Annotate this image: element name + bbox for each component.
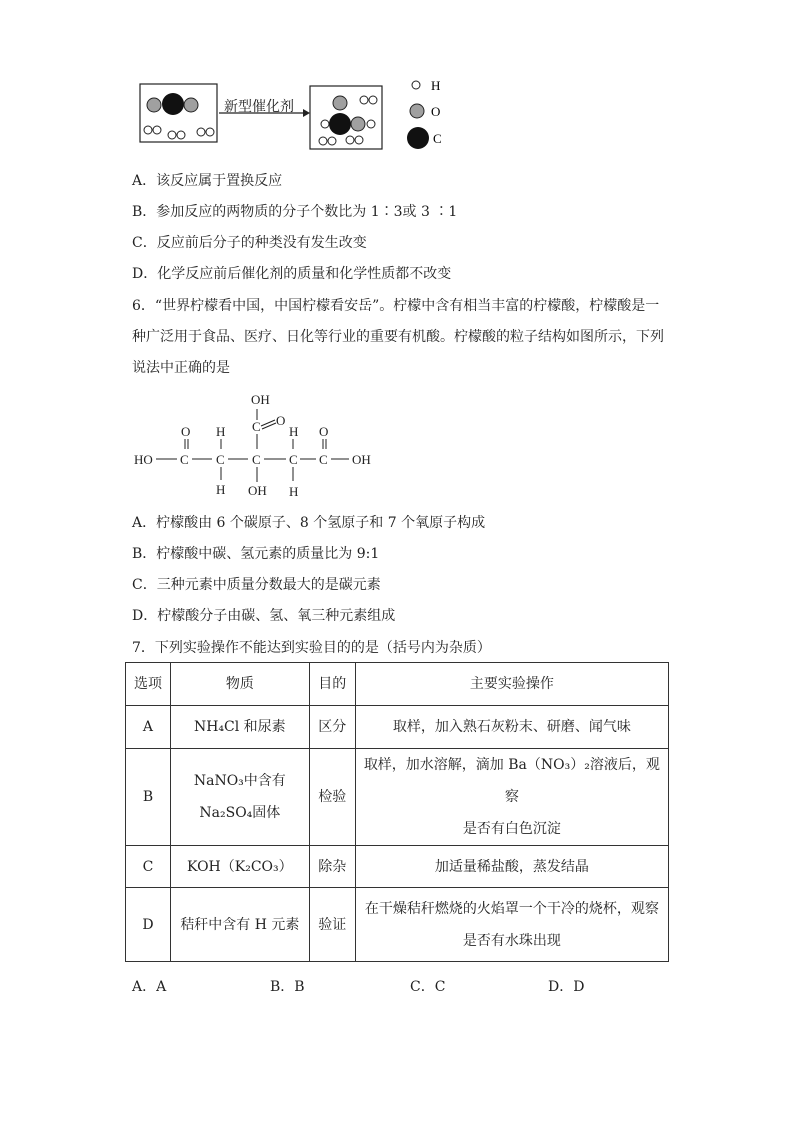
carbon-1: C xyxy=(180,452,189,467)
row-b-operation xyxy=(355,749,668,846)
h-right-bottom: H xyxy=(289,484,299,499)
row-d-operation-line1: 在干燥秸秆燃烧的火焰罩一个干冷的烧杯，观察 xyxy=(364,900,659,917)
carbon-2: C xyxy=(216,452,225,467)
row-d-option: D xyxy=(126,888,171,962)
row-b-option: B xyxy=(126,749,171,846)
h-right-top: H xyxy=(289,424,299,439)
q7-answer-b: B．B xyxy=(270,979,305,995)
q7-answer-c: C．C xyxy=(410,979,446,995)
reaction-diagram xyxy=(135,76,465,156)
q6-stem-line1: 6．“世界柠檬看中国，中国柠檬看安岳”。柠檬中含有相当丰富的柠檬酸，柠檬酸是一 xyxy=(132,298,660,314)
legend-o: O xyxy=(431,104,441,119)
row-a-purpose: 区分 xyxy=(309,706,355,749)
h-left-top: H xyxy=(216,424,226,439)
header-option: 选项 xyxy=(126,663,171,706)
row-b-purpose: 检验 xyxy=(309,749,355,846)
q7-answer-d: D．D xyxy=(548,979,585,995)
table-row xyxy=(126,846,669,888)
q6-option-d: D．柠檬酸分子由碳、氢、氧三种元素组成 xyxy=(132,608,396,624)
row-c-purpose: 除杂 xyxy=(309,846,355,888)
oh-right: OH xyxy=(352,452,371,467)
row-b-operation-line2: 是否有白色沉淀 xyxy=(462,821,561,837)
row-a-operation: 取样，加入熟石灰粉末、研磨、闻气味 xyxy=(355,706,668,749)
experiment-table xyxy=(125,662,669,962)
row-b-operation-line1: 取样，加水溶解，滴加 Ba（NO₃）₂溶液后，观察 xyxy=(363,757,660,805)
o-left: O xyxy=(181,424,191,439)
row-c-operation: 加适量稀盐酸，蒸发结晶 xyxy=(355,846,668,888)
carbon-top: C xyxy=(252,419,261,434)
carbon-5: C xyxy=(319,452,328,467)
q6-stem-line3: 说法中正确的是 xyxy=(132,360,230,376)
h-left-bottom: H xyxy=(216,482,226,497)
row-d-substance: 秸秆中含有 H 元素 xyxy=(170,888,309,962)
header-operation: 主要实验操作 xyxy=(355,663,668,706)
q6-option-a: A．柠檬酸由 6 个碳原子、8 个氢原子和 7 个氧原子构成 xyxy=(132,515,486,531)
o-top: O xyxy=(276,413,286,428)
q7-stem: 7．下列实验操作不能达到实验目的的是（括号内为杂质） xyxy=(132,640,491,656)
q5-option-b: B．参加反应的两物质的分子个数比为 1∶3或 3 ∶1 xyxy=(132,204,458,220)
oh-top: OH xyxy=(251,392,270,407)
citric-acid-structure xyxy=(130,388,390,503)
row-b-substance xyxy=(170,749,309,846)
legend-c: C xyxy=(433,131,442,146)
o-right: O xyxy=(319,424,329,439)
row-b-substance-line1: NaNO₃中含有 xyxy=(193,773,286,789)
legend-h: H xyxy=(431,78,441,93)
carbon-4: C xyxy=(289,452,298,467)
ho-left: HO xyxy=(134,452,153,467)
q5-option-c: C．反应前后分子的种类没有发生改变 xyxy=(132,235,367,251)
table-row xyxy=(126,706,669,749)
row-c-option: C xyxy=(126,846,171,888)
q6-option-b: B．柠檬酸中碳、氢元素的质量比为 9:1 xyxy=(132,546,380,562)
catalyst-label: 新型催化剂 xyxy=(224,99,294,115)
q5-option-d: D．化学反应前后催化剂的质量和化学性质都不改变 xyxy=(132,266,452,282)
row-b-substance-line2: Na₂SO₄固体 xyxy=(199,805,281,821)
header-purpose: 目的 xyxy=(309,663,355,706)
row-d-operation xyxy=(355,888,668,962)
row-c-substance: KOH（K₂CO₃） xyxy=(170,846,309,888)
table-row xyxy=(126,749,669,846)
row-d-operation-line2: 是否有水珠出现 xyxy=(462,932,561,949)
q6-stem-line2: 种广泛用于食品、医疗、日化等行业的重要有机酸。柠檬酸的粒子结构如图所示，下列 xyxy=(132,329,664,345)
row-a-option: A xyxy=(126,706,171,749)
q6-option-c: C．三种元素中质量分数最大的是碳元素 xyxy=(132,577,381,593)
row-d-purpose: 验证 xyxy=(309,888,355,962)
table-header-row xyxy=(126,663,669,706)
header-substance: 物质 xyxy=(170,663,309,706)
oh-bottom: OH xyxy=(248,483,267,498)
q5-option-a: A．该反应属于置换反应 xyxy=(132,173,283,189)
q7-answer-a: A．A xyxy=(132,979,167,995)
table-row xyxy=(126,888,669,962)
carbon-3: C xyxy=(252,452,261,467)
row-a-substance: NH₄Cl 和尿素 xyxy=(170,706,309,749)
